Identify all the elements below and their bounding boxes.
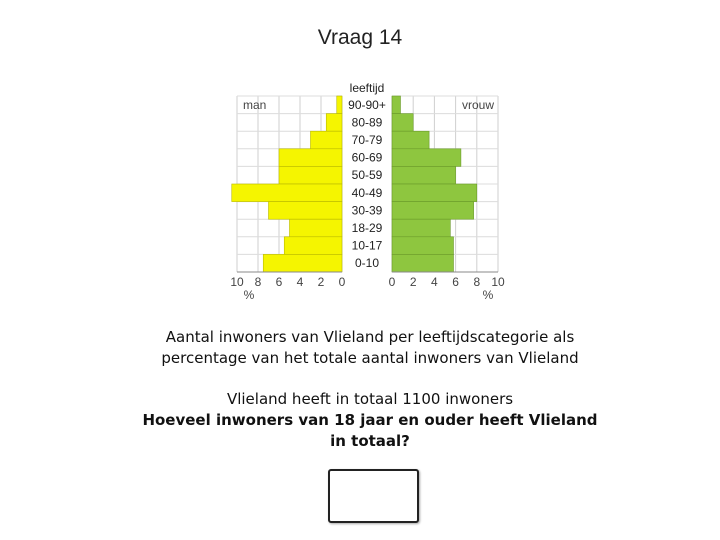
bar-vrouw	[392, 96, 400, 114]
x-tick-label-right: 10	[491, 275, 505, 289]
bar-man	[311, 131, 343, 149]
x-tick-label-left: 6	[275, 275, 283, 289]
bar-vrouw	[392, 237, 453, 255]
age-band-label: 60-69	[351, 150, 383, 165]
bar-vrouw	[392, 254, 453, 272]
x-tick-label-right: 4	[431, 275, 438, 289]
bar-vrouw	[392, 131, 429, 149]
bar-man	[279, 166, 342, 184]
caption-line-2: percentage van het totale aantal inwoners van Vlieland	[161, 349, 579, 367]
question-line-2: Hoeveel inwoners van 18 jaar en ouder heeft Vlieland	[142, 411, 598, 429]
chart-caption	[0, 327, 720, 369]
bar-vrouw	[392, 114, 413, 132]
bar-man	[263, 254, 342, 272]
age-band-label: 18-29	[351, 221, 383, 235]
question-text	[0, 389, 720, 452]
bar-man	[269, 202, 343, 220]
x-tick-label-right: 2	[409, 275, 417, 289]
x-tick-label-left: 0	[338, 275, 346, 289]
x-tick-label-left: 8	[254, 275, 262, 289]
series-label-vrouw: vrouw	[461, 98, 494, 112]
population-pyramid-chart	[225, 76, 515, 306]
x-tick-label-right: 8	[473, 275, 481, 289]
age-band-label: 70-79	[351, 133, 383, 147]
x-tick-label-left: 4	[296, 275, 304, 289]
age-band-label: 80-89	[351, 115, 383, 130]
x-tick-label-right: 0	[388, 275, 396, 289]
category-axis-label: leeftijd	[349, 81, 385, 95]
age-band-label: 30-39	[351, 203, 383, 218]
bar-vrouw	[392, 202, 474, 220]
bar-vrouw	[392, 219, 450, 237]
page-title: Vraag 14	[317, 26, 403, 49]
bar-vrouw	[392, 184, 477, 202]
x-unit-label-right: %	[482, 288, 494, 302]
x-tick-label-right: 6	[452, 275, 459, 289]
bar-man	[290, 219, 343, 237]
series-label-man: man	[243, 98, 267, 112]
age-band-label: 90-90+	[348, 97, 386, 112]
question-line-1: Vlieland heeft in totaal 1100 inwoners	[226, 390, 514, 408]
bar-vrouw	[392, 149, 461, 167]
x-tick-label-left: 10	[230, 275, 244, 289]
bar-man	[284, 237, 342, 255]
age-band-label: 40-49	[351, 185, 383, 200]
bar-man	[326, 114, 342, 132]
bar-man	[279, 149, 342, 167]
answer-input-box[interactable]	[328, 469, 419, 523]
bar-man	[337, 96, 342, 114]
x-unit-label-left: %	[243, 288, 255, 302]
age-band-label: 50-59	[351, 168, 383, 183]
age-band-label: 0-10	[354, 256, 380, 271]
question-line-3: in totaal?	[330, 432, 410, 450]
x-tick-label-left: 2	[317, 275, 325, 289]
caption-line-1: Aantal inwoners van Vlieland per leeftijdscategorie als	[165, 328, 575, 346]
bar-vrouw	[392, 166, 456, 184]
age-band-label: 10-17	[351, 238, 383, 253]
bar-man	[232, 184, 342, 202]
